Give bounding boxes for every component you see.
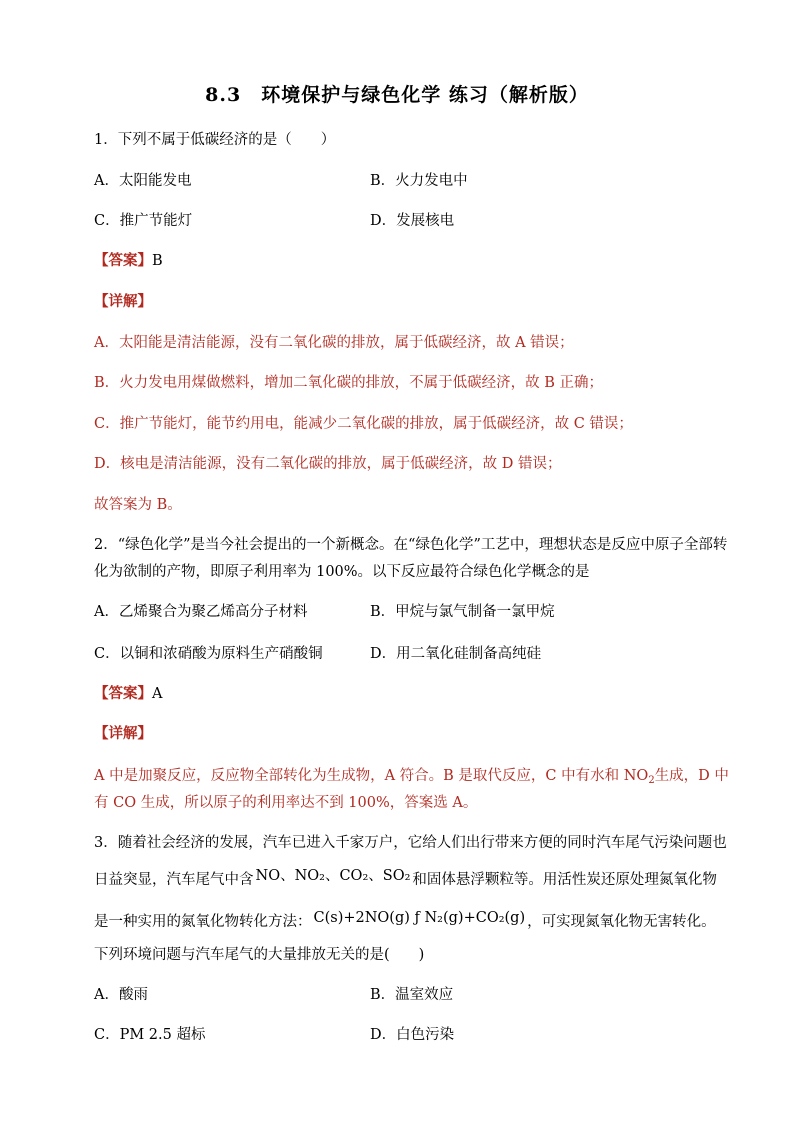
- q1-detail-line-d: D．核电是清洁能源，没有二氧化碳的排放，属于低碳经济，故 D 错误；: [94, 456, 562, 472]
- answer-label: 【答案】: [94, 252, 152, 269]
- q1-conclusion: 故答案为 B。: [94, 497, 182, 513]
- q1-answer: [94, 249, 163, 270]
- q3-option-a: A．酸雨: [94, 987, 148, 1003]
- q2-stem-line1: 2．“绿色化学”是当今社会提出的一个新概念。在“绿色化学”工艺中，理想状态是反应中原子全部转: [94, 537, 728, 553]
- q1-option-a: A．太阳能发电: [94, 173, 192, 189]
- q3-stem-line4: 下列环境问题与汽车尾气的大量排放无关的是( ): [94, 947, 425, 963]
- q2-detail-text-a: A 中是加聚反应，反应物全部转化为生成物，A 符合。B 是取代反应，C 中有水和 NO: [94, 768, 649, 784]
- q1-option-c: C．推广节能灯: [94, 213, 193, 229]
- q2-detail-label: 【详解】: [94, 725, 152, 742]
- q2-detail-text-b: 生成，D 中: [654, 768, 729, 784]
- q2-stem-line2: 化为欲制的产物，即原子利用率为 100%。以下反应最符合绿色化学概念的是: [94, 564, 590, 580]
- q3-option-d: D．白色污染: [370, 1027, 455, 1043]
- q1-option-d: D．发展核电: [370, 213, 455, 229]
- q2-answer: [94, 682, 162, 703]
- reaction-equation: C(s)+2NO(g) ƒ N₂(g)+CO₂(g): [313, 910, 526, 926]
- q2-detail-sub: 2: [648, 775, 655, 786]
- q1-option-b: B．火力发电中: [370, 173, 468, 189]
- q3-stem-text-c: 是一种实用的氮氧化物转化方法：: [94, 914, 312, 930]
- pollutant-formulas: NO、NO₂、CO₂、SO₂: [255, 868, 411, 884]
- q1-stem: 1．下列不属于低碳经济的是（ ）: [94, 132, 336, 148]
- q3-stem-line1: 3．随着社会经济的发展，汽车已进入千家万户，它给人们出行带来方便的同时汽车尾气污染问题也: [94, 835, 727, 851]
- q1-detail-line-b: B．火力发电用煤做燃料，增加二氧化碳的排放，不属于低碳经济，故 B 正确；: [94, 375, 604, 391]
- answer-value: A: [152, 686, 163, 702]
- q3-stem-line2: [94, 868, 717, 889]
- answer-value: B: [152, 253, 163, 269]
- q2-option-d: D．用二氧化硅制备高纯硅: [370, 646, 542, 662]
- q1-detail-line-c: C．推广节能灯，能节约用电，能减少二氧化碳的排放，属于低碳经济，故 C 错误；: [94, 416, 633, 432]
- page-title: 8.3 环境保护与绿色化学 练习（解析版）: [205, 84, 589, 106]
- q3-stem-text-b: 和固体悬浮颗粒等。用活性炭还原处理氮氧化物: [412, 872, 717, 888]
- q2-detail-line2: 有 CO 生成，所以原子的利用率达不到 100%，答案选 A。: [94, 795, 478, 811]
- answer-label: 【答案】: [94, 685, 152, 702]
- q1-detail-label: 【详解】: [94, 293, 152, 310]
- q2-detail-line1: [94, 764, 729, 786]
- q2-option-b: B．甲烷与氯气制备一氯甲烷: [370, 604, 555, 620]
- q1-detail-line-a: A．太阳能是清洁能源，没有二氧化碳的排放，属于低碳经济，故 A 错误；: [94, 335, 574, 351]
- q3-option-c: C．PM 2.5 超标: [94, 1027, 206, 1043]
- q3-option-b: B．温室效应: [370, 987, 454, 1003]
- q3-stem-text-a: 日益突显，汽车尾气中含: [94, 872, 254, 888]
- q3-stem-text-d: ，可实现氮氧化物无害转化。: [527, 914, 716, 930]
- q2-option-c: C．以铜和浓硝酸为原料生产硝酸铜: [94, 646, 323, 662]
- q3-stem-line3: [94, 910, 716, 931]
- q2-option-a: A．乙烯聚合为聚乙烯高分子材料: [94, 604, 308, 620]
